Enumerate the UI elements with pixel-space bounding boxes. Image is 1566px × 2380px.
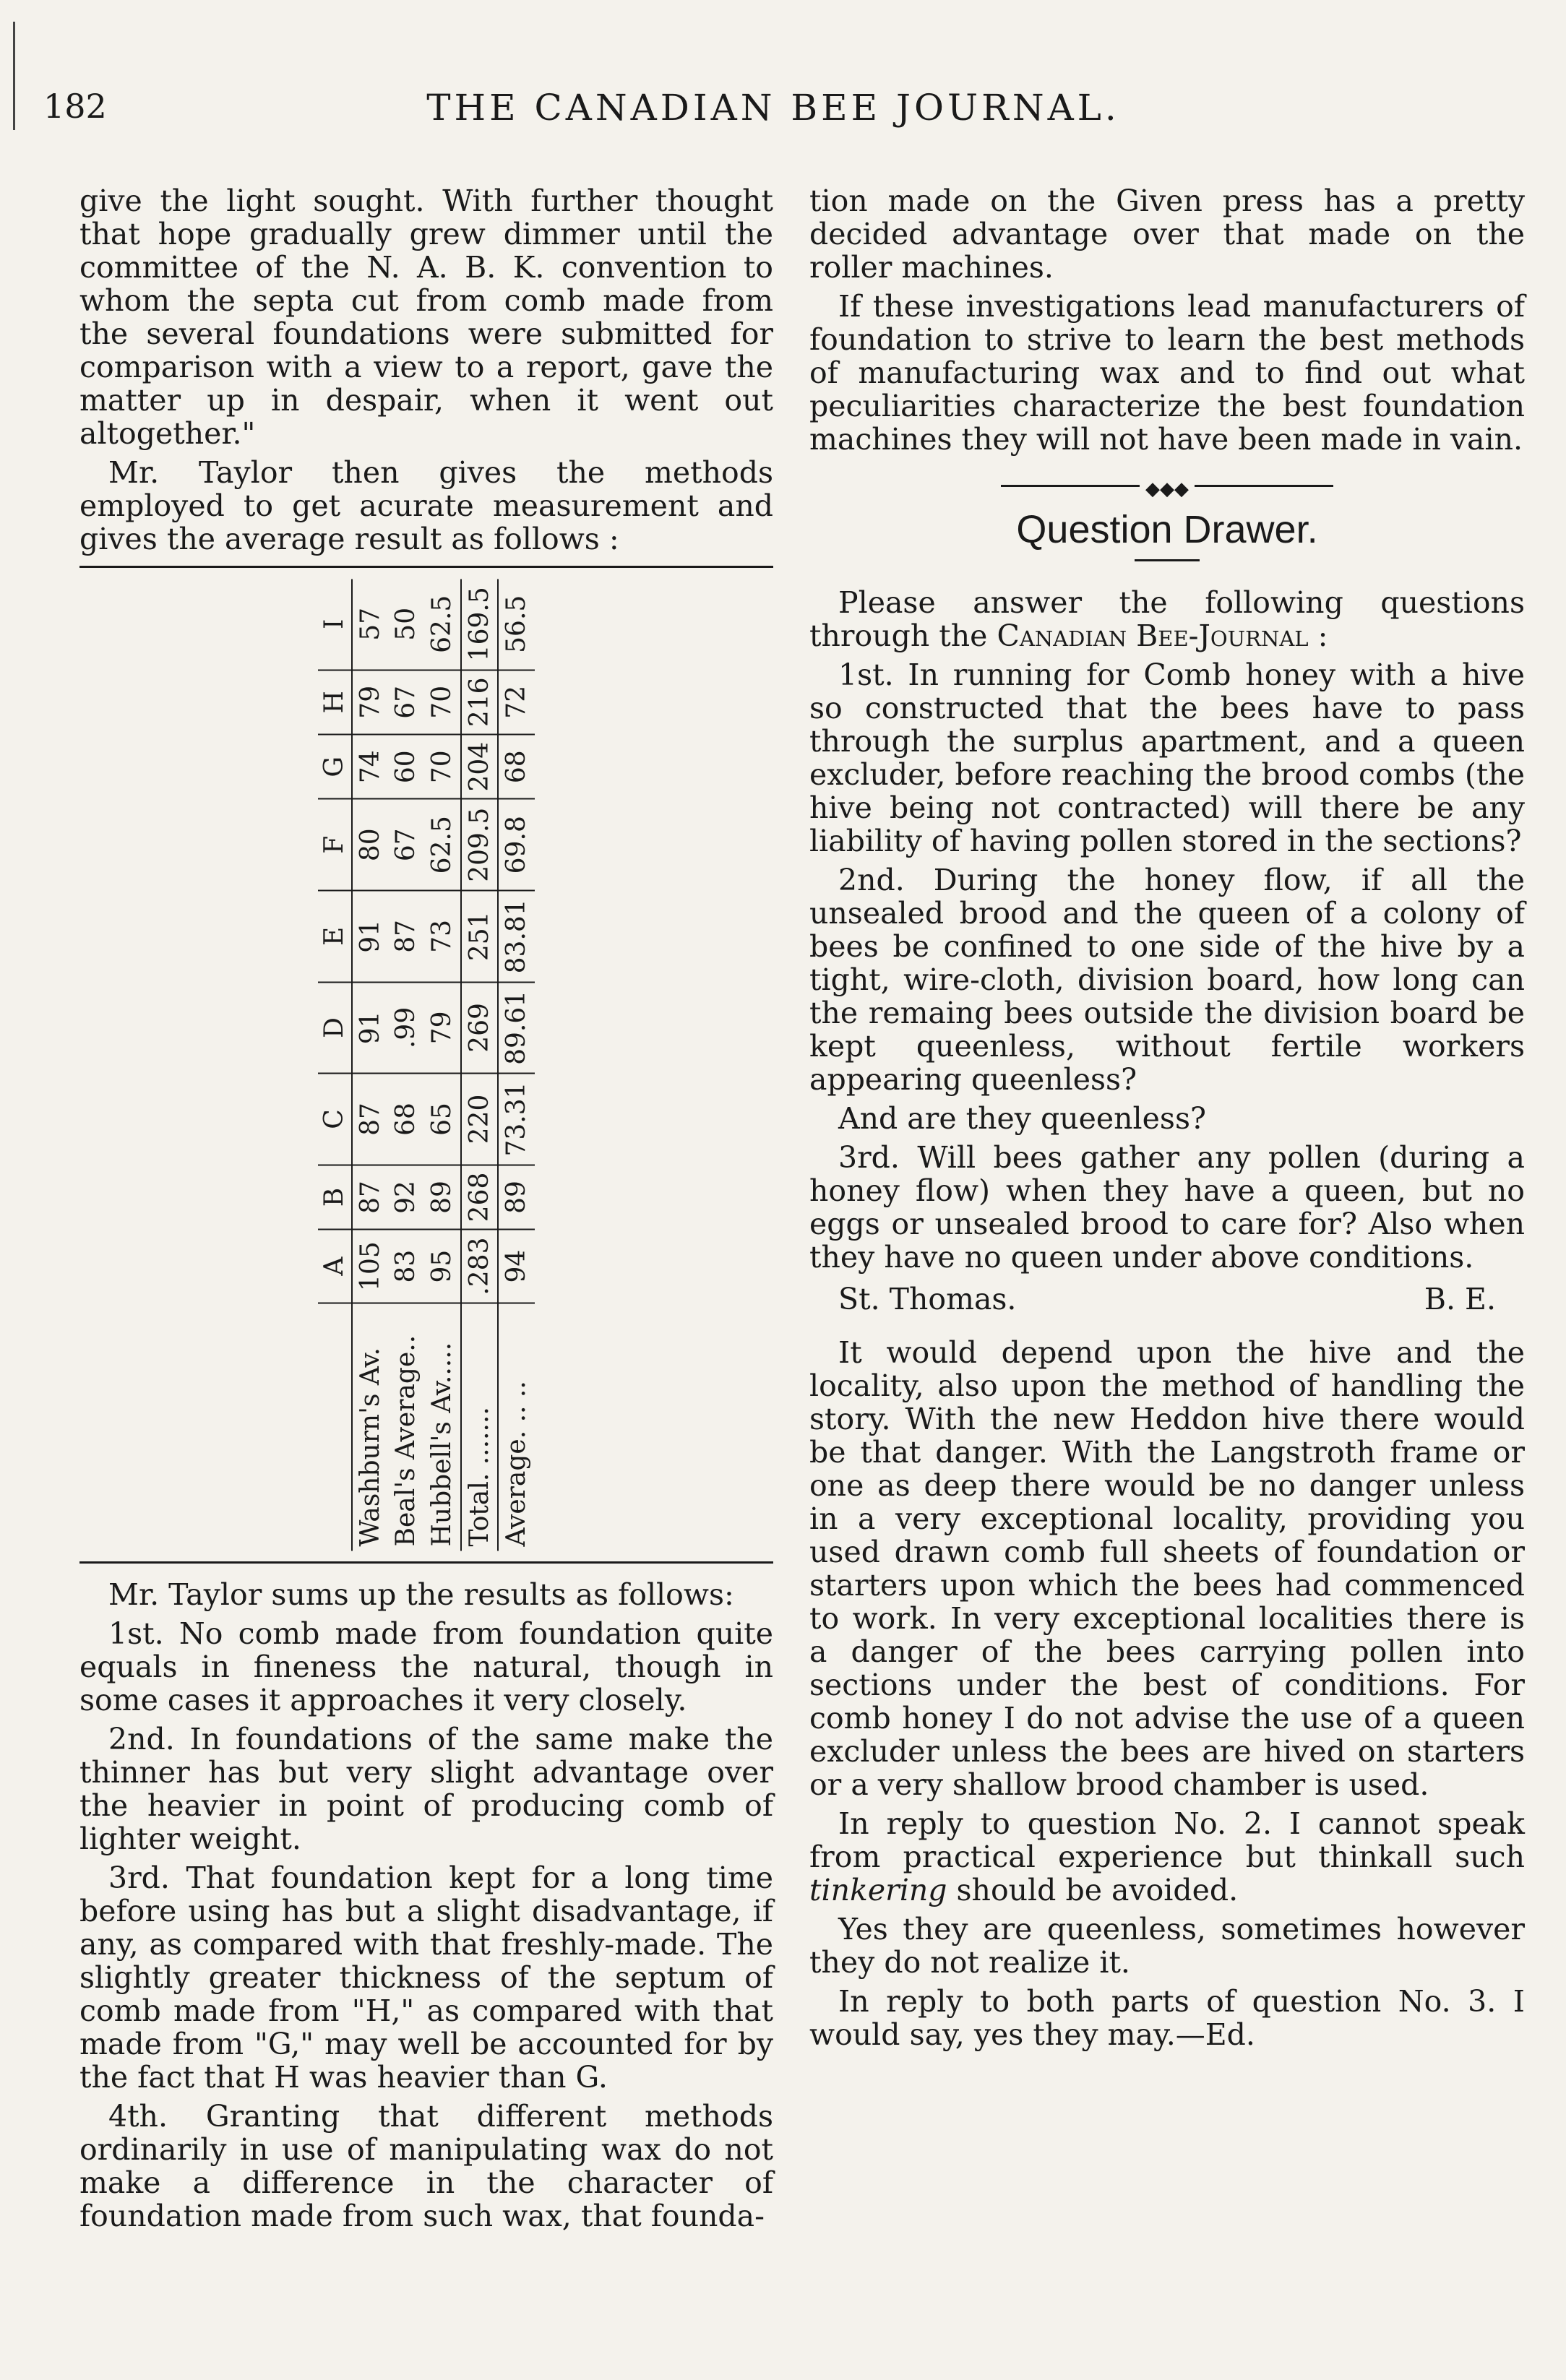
table-cell: 94 <box>498 1229 535 1303</box>
table-cell: 70 <box>424 734 461 798</box>
paragraph: If these investigations lead manufacturers of foundation to strive to learn the best methods of manufacturing wax and to find out what peculiarities characterize the best foundation machines they will not have been made in vain. <box>809 289 1525 457</box>
row-label: Average. .. .. <box>498 1303 535 1551</box>
table-cell: 169.5 <box>461 579 499 670</box>
table-cell: 65 <box>424 1073 461 1165</box>
table-cell: 95 <box>424 1229 461 1303</box>
section-title: Question Drawer. <box>1016 508 1318 551</box>
question: And are they queenless? <box>838 1101 1206 1136</box>
table-corner <box>318 1303 352 1551</box>
table-cell: 50 <box>389 579 425 670</box>
table-row <box>424 579 461 1551</box>
table-row <box>352 579 389 1551</box>
paragraph: Mr. Taylor sums up the results as follows: <box>108 1577 734 1612</box>
table-cell: 80 <box>352 798 389 890</box>
table-cell: 62.5 <box>424 579 461 670</box>
answer <box>809 1807 1525 1907</box>
table-cell: 216 <box>461 670 499 734</box>
answer: Yes they are queenless, sometimes however they do not realize it. <box>809 1912 1525 1980</box>
table-header-row <box>318 579 352 1551</box>
table-cell: 69.8 <box>498 798 535 890</box>
table-cell: 220 <box>461 1073 499 1165</box>
table-col-header: A <box>318 1229 352 1303</box>
question: 3rd. Will bees gather any pollen (during a honey flow) when they have a queen, but no eggs or unsealed brood to care for? Also when they have no queen under above conditions. <box>809 1140 1525 1275</box>
table-cell: 79 <box>424 982 461 1074</box>
table-cell: 62.5 <box>424 798 461 890</box>
table-col-header: D <box>318 982 352 1074</box>
table-row <box>498 579 535 1551</box>
table-cell: 83 <box>389 1229 425 1303</box>
table-cell: 56.5 <box>498 579 535 670</box>
table-cell: 204 <box>461 734 499 798</box>
question-intro <box>809 586 1525 652</box>
answer: In reply to both parts of question No. 3. I would say, yes they may.—Ed. <box>809 1984 1525 2052</box>
table-row <box>461 579 499 1551</box>
paragraph: 3rd. That foundation kept for a long time before using has but a slight disadvantage, if any, as compared with that freshly-made. The slightly greater thickness of the septum of comb made from "H," as compared with that made from "G," may well be accounted for by the fact that H was heavier than G. <box>79 1861 773 2095</box>
answer: It would depend upon the hive and the locality, also upon the method of handling the story. With the new Heddon hive there would be that danger. With the Langstroth frame or one as deep there would be no danger unless in a very exceptional locality, providing you used drawn comb full sheets of foundation or starters upon which the bees had commenced to work. In very exceptional localities there is a danger of the bees carrying pollen into sections under the best of conditions. For comb honey I do not advise the use of a queen excluder unless the bees are hived on starters or a very shallow brood chamber is used. <box>809 1335 1525 1802</box>
right-column <box>809 184 1525 2057</box>
table-col-header: E <box>318 890 352 982</box>
section-divider <box>1135 559 1200 561</box>
table-cell: 89 <box>498 1165 535 1229</box>
table-col-header: I <box>318 579 352 670</box>
journal-name: Canadian Bee-Journal <box>997 618 1309 653</box>
table-cell: 73 <box>424 890 461 982</box>
left-column <box>79 184 773 2238</box>
answer-text: should be avoided. <box>956 1873 1239 1907</box>
table-cell: 72 <box>498 670 535 734</box>
foundation-measurement-table <box>318 579 535 1551</box>
row-label: Beal's Average.. <box>391 1335 421 1546</box>
paragraph: 1st. No comb made from foundation quite equals in fineness the natural, though in some cases it approaches it very closely. <box>79 1616 773 1717</box>
question: 2nd. During the honey flow, if all the unsealed brood and the queen of a colony of bees be confined to one side of the hive by a tight, wire-cloth, division board, how long can the remaing bees outside the division board be kept queenless, without fertile workers appearing queenless? <box>809 863 1525 1097</box>
signature-line <box>809 1282 1525 1316</box>
table-col-header: F <box>318 798 352 890</box>
table-cell: 92 <box>389 1165 425 1229</box>
table-cell: 74 <box>352 734 389 798</box>
table-cell: 87 <box>352 1073 389 1165</box>
rule-ornament-icon: ◆◆◆ <box>1140 473 1195 506</box>
answer-text: In reply to question No. 2. I cannot speak from practical experience but thinkall such <box>809 1806 1525 1874</box>
table-cell: 89.61 <box>498 982 535 1074</box>
scan-margin-mark <box>13 22 15 130</box>
row-label: Hubbell's Av..... <box>426 1342 457 1546</box>
table-cell: 83.81 <box>498 890 535 982</box>
table-cell: 68 <box>389 1073 425 1165</box>
table-cell: 68 <box>498 734 535 798</box>
table-cell: 91 <box>352 890 389 982</box>
rotated-table <box>318 579 535 1551</box>
intro-text: Please answer the following questions through the <box>809 585 1525 653</box>
row-label: Washburn's Av. <box>355 1347 385 1546</box>
ornamental-rule <box>1001 478 1333 500</box>
answer-italic: tinkering <box>809 1873 947 1907</box>
paragraph: 4th. Granting that different methods ordinarily in use of manipulating wax do not make a difference in the character of foundation made from such wax, that founda- <box>79 2099 773 2233</box>
measurement-table-frame <box>79 566 773 1564</box>
table-cell: 91 <box>352 982 389 1074</box>
signature-initials: B. E. <box>1424 1282 1496 1316</box>
paragraph: tion made on the Given press has a pretty decided advantage over that made on the roller machines. <box>809 184 1525 285</box>
table-col-header: B <box>318 1165 352 1229</box>
table-cell: 87 <box>389 890 425 982</box>
paragraph: Mr. Taylor then gives the methods employed to get acurate measurement and gives the average result as follows : <box>79 455 773 556</box>
table-col-header: G <box>318 734 352 798</box>
question: 1st. In running for Comb honey with a hive so constructed that the bees have to pass through the surplus apartment, and a queen excluder, before reaching the brood combs (the hive being not contracted) will there be any liability of having pollen stored in the sections? <box>809 657 1525 858</box>
page-header <box>43 87 1503 145</box>
table-cell: 87 <box>352 1165 389 1229</box>
table-cell: .99 <box>389 982 425 1074</box>
paragraph: 2nd. In foundations of the same make the thinner has but very slight advantage over the heavier in point of producing comb of lighter weight. <box>79 1722 773 1856</box>
table-cell: 79 <box>352 670 389 734</box>
paragraph: give the light sought. With further thought that hope gradually grew dimmer until the committee of the N. A. B. K. convention to whom the septa cut from comb made from the several foundations were submitted for comparison with a view to a report, gave the matter up in despair, when it went out altogether." <box>79 184 773 451</box>
table-cell: 105 <box>352 1229 389 1303</box>
table-cell: 57 <box>352 579 389 670</box>
table-cell: 67 <box>389 670 425 734</box>
table-cell: 209.5 <box>461 798 499 890</box>
table-cell: 269 <box>461 982 499 1074</box>
page-number: 182 <box>43 87 107 126</box>
journal-title: THE CANADIAN BEE JOURNAL. <box>426 87 1120 129</box>
table-cell: 89 <box>424 1165 461 1229</box>
table-cell: 268 <box>461 1165 499 1229</box>
table-cell: 60 <box>389 734 425 798</box>
table-row <box>389 579 425 1551</box>
table-cell: 251 <box>461 890 499 982</box>
table-cell: .283 <box>461 1229 499 1303</box>
table-col-header: C <box>318 1073 352 1165</box>
table-col-header: H <box>318 670 352 734</box>
table-cell: 67 <box>389 798 425 890</box>
table-cell: 73.31 <box>498 1073 535 1165</box>
signature-place: St. Thomas. <box>838 1282 1017 1316</box>
intro-end: : <box>1317 618 1328 653</box>
row-label: Total. ....... <box>461 1303 499 1551</box>
table-cell: 70 <box>424 670 461 734</box>
